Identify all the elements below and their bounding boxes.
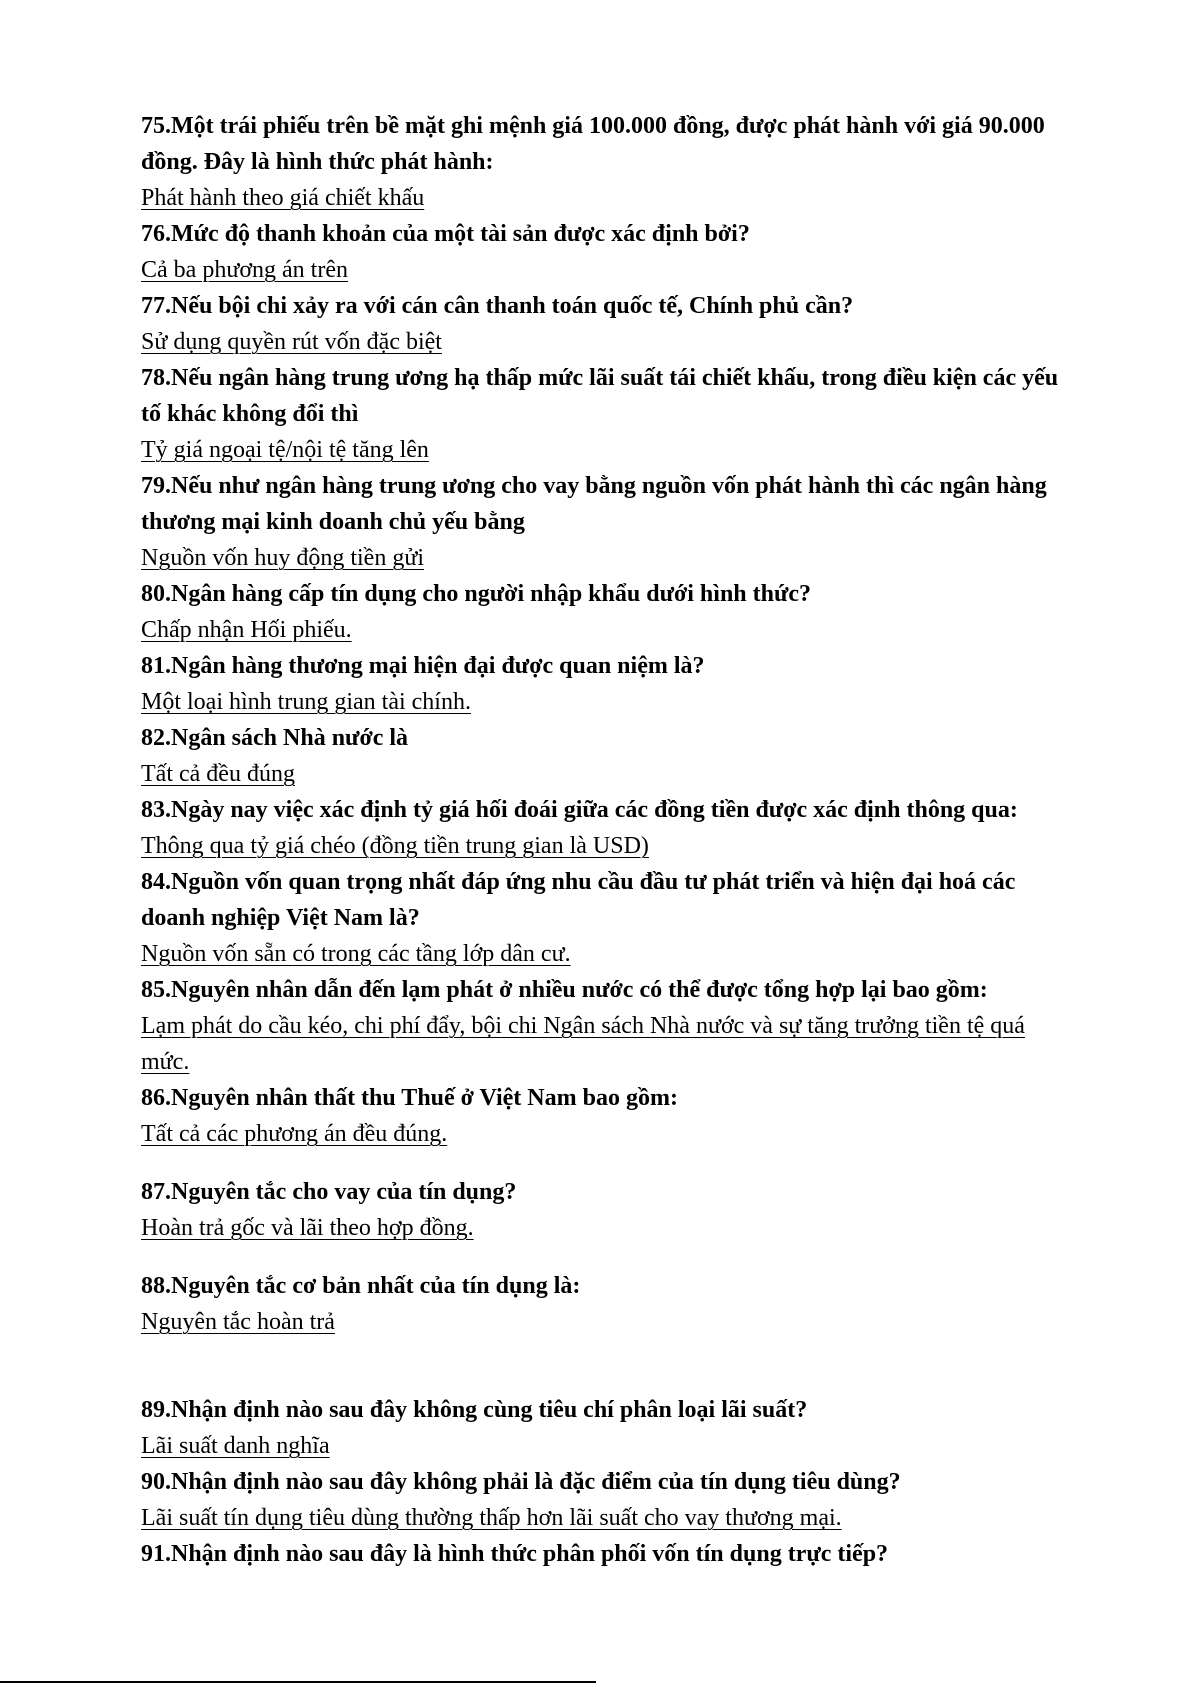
question-81: 81.Ngân hàng thương mại hiện đại được quan niệm là?: [141, 653, 705, 679]
answer-82: Tất cả đều đúng: [141, 761, 295, 787]
question-90: 90.Nhận định nào sau đây không phải là đặc điểm của tín dụng tiêu dùng?: [141, 1469, 901, 1495]
answer-85: Lạm phát do cầu kéo, chi phí đẩy, bội chi Ngân sách Nhà nước và sự tăng trưởng tiền tệ quá mức.: [141, 1013, 1025, 1075]
answer-90: Lãi suất tín dụng tiêu dùng thường thấp hơn lãi suất cho vay thương mại.: [141, 1505, 842, 1531]
question-79: 79.Nếu như ngân hàng trung ương cho vay bằng nguồn vốn phát hành thì các ngân hàng thương mại kinh doanh chủ yếu bằng: [141, 473, 1047, 535]
spacer: [141, 1152, 1061, 1174]
question-91: 91.Nhận định nào sau đây là hình thức phân phối vốn tín dụng trực tiếp?: [141, 1541, 889, 1567]
question-82: 82.Ngân sách Nhà nước là: [141, 725, 409, 751]
question-89: 89.Nhận định nào sau đây không cùng tiêu chí phân loại lãi suất?: [141, 1397, 808, 1423]
answer-79: Nguồn vốn huy động tiền gửi: [141, 545, 424, 571]
question-76: 76.Mức độ thanh khoản của một tài sản được xác định bởi?: [141, 221, 750, 247]
answer-80: Chấp nhận Hối phiếu.: [141, 617, 352, 643]
answer-76: Cả ba phương án trên: [141, 257, 348, 283]
spacer: [141, 1340, 1061, 1392]
answer-84: Nguồn vốn sẵn có trong các tầng lớp dân cư.: [141, 941, 571, 967]
question-86: 86.Nguyên nhân thất thu Thuế ở Việt Nam bao gồm:: [141, 1085, 678, 1111]
question-78: 78.Nếu ngân hàng trung ương hạ thấp mức lãi suất tái chiết khấu, trong điều kiện các yếu tố khác không đổi thì: [141, 365, 1059, 427]
question-83: 83.Ngày nay việc xác định tỷ giá hối đoái giữa các đồng tiền được xác định thông qua:: [141, 797, 1018, 823]
answer-87: Hoàn trả gốc và lãi theo hợp đồng.: [141, 1215, 474, 1241]
question-85: 85.Nguyên nhân dẫn đến lạm phát ở nhiều nước có thể được tổng hợp lại bao gồm:: [141, 977, 988, 1003]
document-page: [141, 108, 1061, 1572]
question-80: 80.Ngân hàng cấp tín dụng cho người nhập khẩu dưới hình thức?: [141, 581, 812, 607]
question-75: 75.Một trái phiếu trên bề mặt ghi mệnh giá 100.000 đồng, được phát hành với giá 90.000 đồng. Đây là hình thức phát hành:: [141, 113, 1045, 175]
question-87: 87.Nguyên tắc cho vay của tín dụng?: [141, 1179, 517, 1205]
spacer: [141, 1246, 1061, 1268]
answer-81: Một loại hình trung gian tài chính.: [141, 689, 471, 715]
answer-77: Sử dụng quyền rút vốn đặc biệt: [141, 329, 442, 355]
answer-78: Tỷ giá ngoại tệ/nội tệ tăng lên: [141, 437, 429, 463]
question-84: 84.Nguồn vốn quan trọng nhất đáp ứng nhu cầu đầu tư phát triển và hiện đại hoá các doanh nghiệp Việt Nam là?: [141, 869, 1016, 931]
answer-86: Tất cả các phương án đều đúng.: [141, 1121, 448, 1147]
footer-rule: [0, 1681, 596, 1683]
answer-89: Lãi suất danh nghĩa: [141, 1433, 330, 1459]
answer-75: Phát hành theo giá chiết khấu: [141, 185, 425, 211]
question-77: 77.Nếu bội chi xảy ra với cán cân thanh toán quốc tế, Chính phủ cần?: [141, 293, 854, 319]
question-88: 88.Nguyên tắc cơ bản nhất của tín dụng là:: [141, 1273, 581, 1299]
answer-83: Thông qua tỷ giá chéo (đồng tiền trung gian là USD): [141, 833, 649, 859]
answer-88: Nguyên tắc hoàn trả: [141, 1309, 335, 1335]
